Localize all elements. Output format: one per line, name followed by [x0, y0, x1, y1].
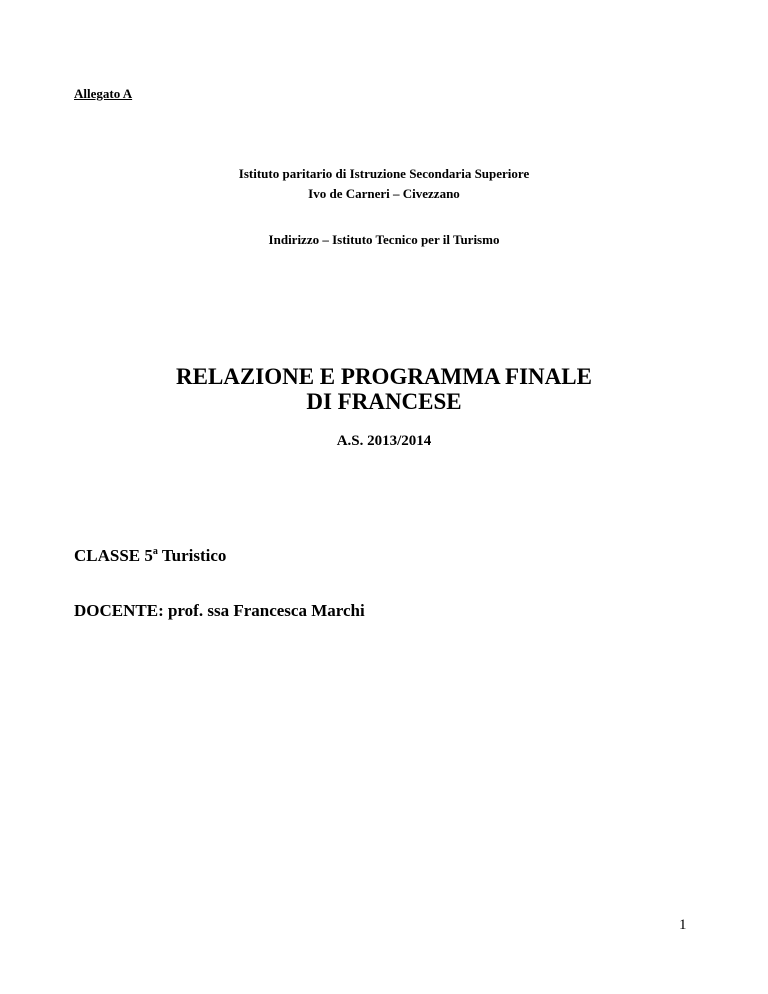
class-suffix: Turistico: [157, 546, 227, 565]
annex-label: Allegato A: [74, 86, 133, 101]
page-number: 1: [679, 917, 687, 933]
class-superscript: a: [152, 546, 158, 557]
document-title-line1: RELAZIONE E PROGRAMMA FINALE: [176, 364, 592, 389]
document-title-line2: DI FRANCESE: [306, 389, 462, 414]
class-prefix: CLASSE 5: [74, 546, 153, 565]
teacher-line: DOCENTE: prof. ssa Francesca Marchi: [74, 601, 365, 620]
institute-name: Istituto paritario di Istruzione Secondaria Superiore: [238, 166, 530, 181]
class-line: [74, 545, 226, 567]
school-year: A.S. 2013/2014: [336, 433, 432, 449]
institute-address: Indirizzo – Istituto Tecnico per il Turismo: [268, 232, 500, 247]
institute-location: Ivo de Carneri – Civezzano: [308, 186, 460, 201]
